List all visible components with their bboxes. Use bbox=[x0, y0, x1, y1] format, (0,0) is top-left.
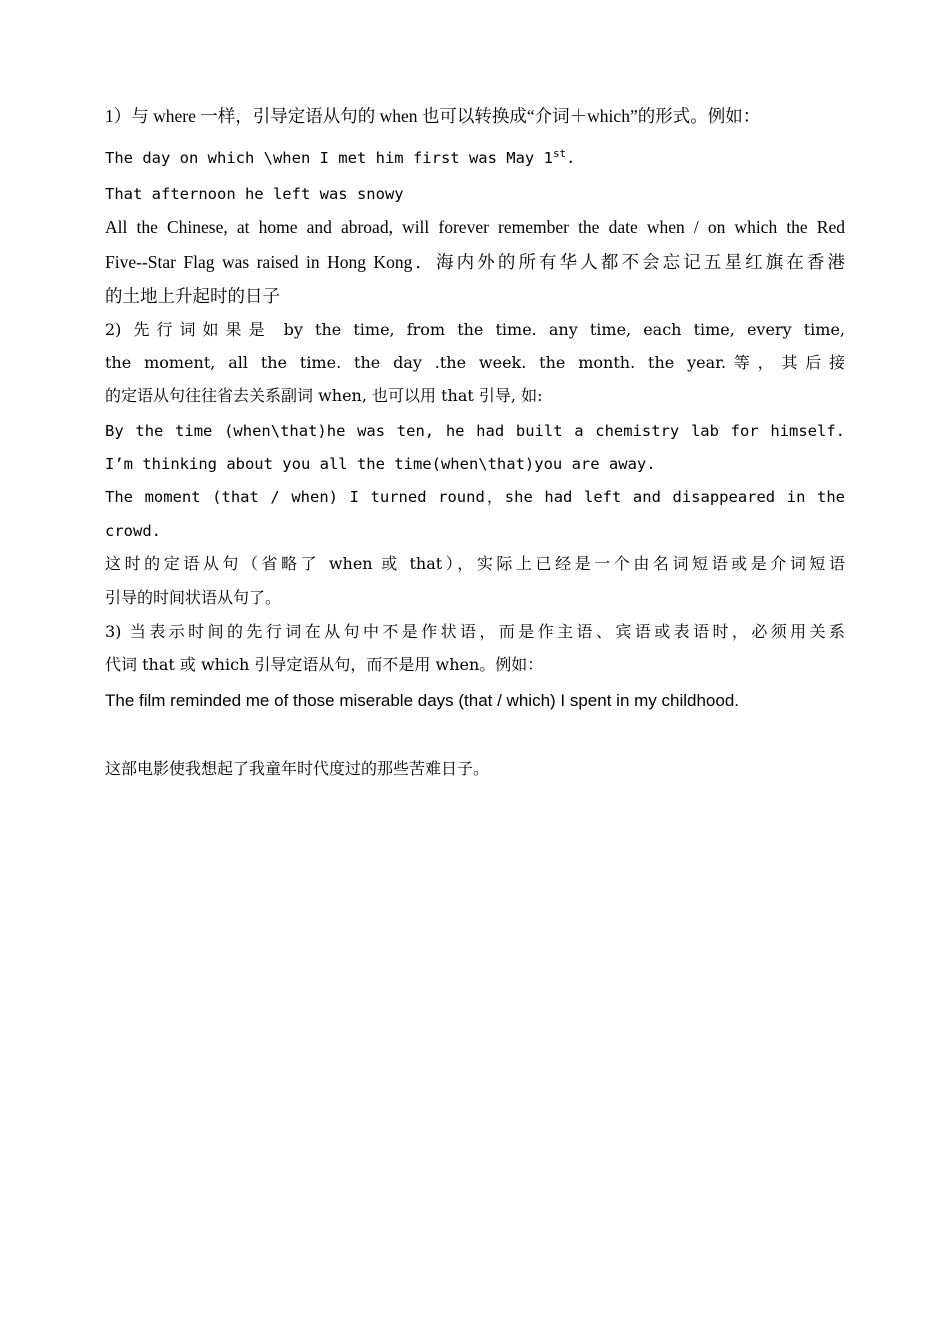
translation-line: 这部电影使我想起了我童年时代度过的那些苦难日子。 bbox=[105, 759, 490, 778]
example-sentence: By the time (when\that)he was ten, he had built a chemistry lab for himself. bbox=[105, 422, 845, 440]
example-text: The day on which \when I met him first was May 1 bbox=[105, 149, 553, 167]
example-sentence: The film reminded me of those miserable days (that / which) I spent in my childhood. bbox=[105, 691, 740, 710]
paragraph-line: 2) 先行词如果是 by the time, from the time. any time, each time, every time, bbox=[105, 320, 845, 339]
paragraph-line: 的土地上升起时的日子 bbox=[105, 286, 280, 306]
paragraph-line: 代词 that 或 which 引导定语从句，而不是用 when。例如： bbox=[105, 655, 544, 674]
paragraph-line: 这时的定语从句（省略了 when 或 that），实际上已经是一个由名词短语或是介词短语 bbox=[105, 554, 845, 573]
example-sentence: I’m thinking about you all the time(when\that)you are away. bbox=[105, 455, 656, 473]
example-sentence: Five--Star Flag was raised in Hong Kong．海内外的所有华人都不会忘记五星红旗在香港 bbox=[105, 252, 845, 272]
example-sentence bbox=[105, 147, 576, 167]
paragraph-line: 3) 当表示时间的先行词在从句中不是作状语，而是作主语、宾语或表语时，必须用关系 bbox=[105, 622, 845, 641]
ordinal-suffix: st bbox=[552, 147, 566, 160]
paragraph-line: the moment, all the time. the day .the week. the month. the year.等，其后接 bbox=[105, 353, 845, 372]
paragraph-line: 1）与 where 一样，引导定语从句的 when 也可以转换成“介词＋which”的形式。例如： bbox=[105, 106, 761, 126]
example-sentence: The moment (that / when) I turned round，she had left and disappeared in the bbox=[105, 488, 845, 506]
paragraph-line: 的定语从句往往省去关系副词 when, 也可以用 that 引导, 如: bbox=[105, 386, 543, 405]
example-sentence: crowd. bbox=[105, 522, 161, 540]
example-sentence: All the Chinese, at home and abroad, will forever remember the date when / on which the Red bbox=[105, 217, 845, 237]
paragraph-line: 引导的时间状语从句了。 bbox=[105, 588, 282, 607]
example-punct: . bbox=[566, 149, 576, 167]
example-sentence: That afternoon he left was snowy bbox=[105, 185, 404, 203]
